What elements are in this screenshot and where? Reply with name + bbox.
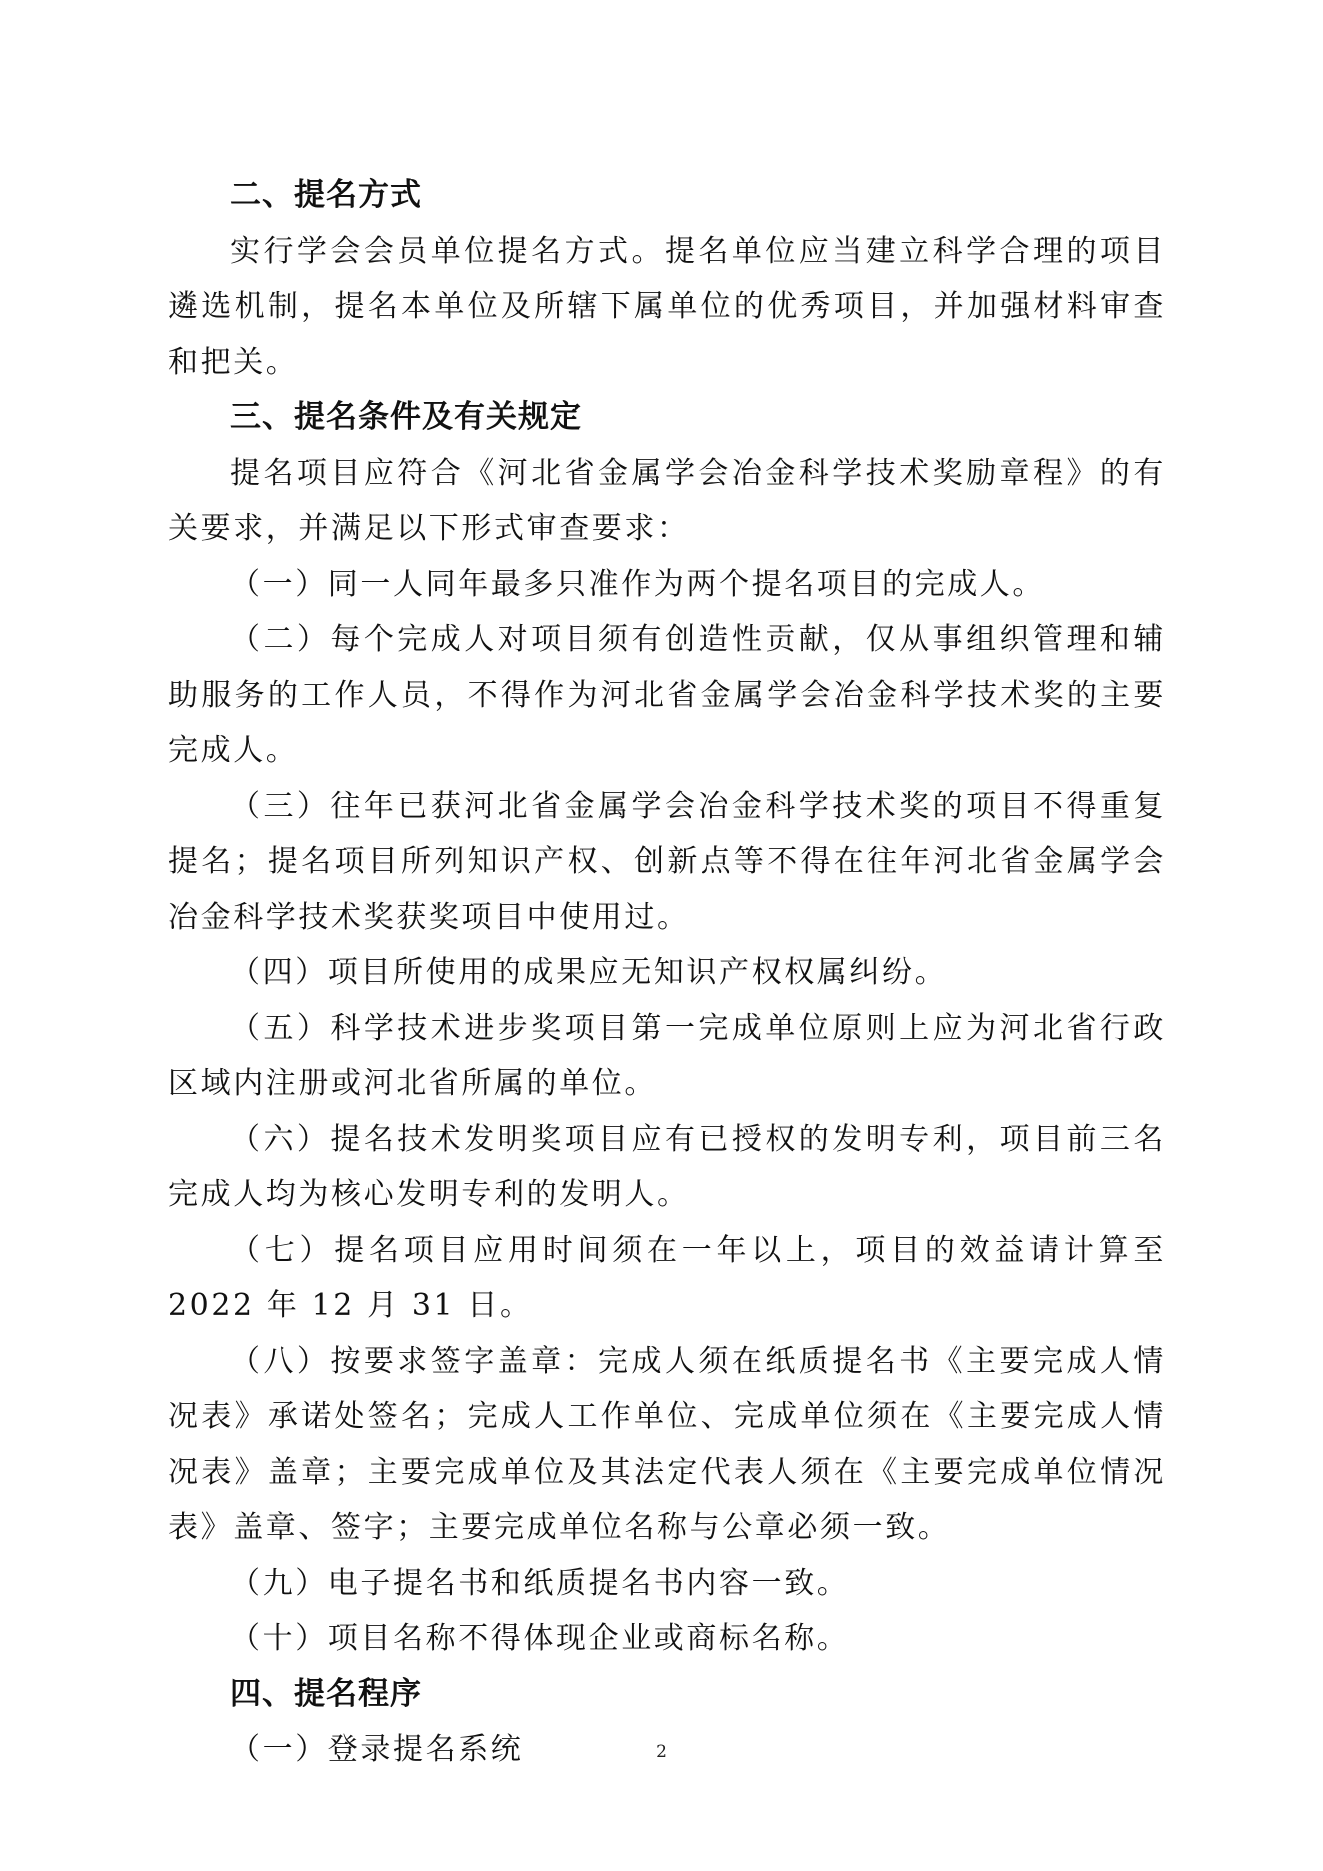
list-item-condition-8: （八）按要求签字盖章：完成人须在纸质提名书《主要完成人情况表》承诺处签名；完成人工作单位、完成单位须在《主要完成人情况表》盖章；主要完成单位及其法定代表人须在《主要完成单位情况表》盖章、签字；主要完成单位名称与公章必须一致。 <box>168 1343 1166 1545</box>
section-heading-conditions: 三、提名条件及有关规定 <box>230 399 582 435</box>
list-item-procedure-1: （一）登录提名系统 <box>230 1732 524 1767</box>
list-item-condition-3: （三）往年已获河北省金属学会冶金科学技术奖的项目不得重复提名；提名项目所列知识产权、创新点等不得在往年河北省金属学会冶金科学技术奖获奖项目中使用过。 <box>168 788 1166 935</box>
list-item-condition-4: （四）项目所使用的成果应无知识产权权属纠纷。 <box>230 955 948 990</box>
paragraph-conditions-intro: 提名项目应符合《河北省金属学会冶金科学技术奖励章程》的有关要求，并满足以下形式审查要求： <box>168 455 1166 546</box>
list-item-condition-9: （九）电子提名书和纸质提名书内容一致。 <box>230 1565 850 1601</box>
list-item-condition-5: （五）科学技术进步奖项目第一完成单位原则上应为河北省行政区域内注册或河北省所属的单位。 <box>168 1010 1166 1101</box>
paragraph-nomination-method: 实行学会会员单位提名方式。提名单位应当建立科学合理的项目遴选机制，提名本单位及所辖下属单位的优秀项目，并加强材料审查和把关。 <box>168 233 1166 380</box>
list-item-condition-10: （十）项目名称不得体现企业或商标名称。 <box>230 1621 850 1656</box>
list-item-condition-1: （一）同一人同年最多只准作为两个提名项目的完成人。 <box>230 566 1045 602</box>
list-item-condition-2: （二）每个完成人对项目须有创造性贡献，仅从事组织管理和辅助服务的工作人员，不得作为河北省金属学会冶金科学技术奖的主要完成人。 <box>168 622 1166 768</box>
document-body <box>168 168 1166 1778</box>
section-heading-nomination-method: 二、提名方式 <box>230 177 422 213</box>
list-item-condition-6: （六）提名技术发明奖项目应有已授权的发明专利，项目前三名完成人均为核心发明专利的发明人。 <box>168 1121 1166 1212</box>
section-heading-procedure: 四、提名程序 <box>230 1675 422 1712</box>
list-item-condition-7: （七）提名项目应用时间须在一年以上，项目的效益请计算至 2022 年 12 月 31 日。 <box>168 1232 1166 1323</box>
page-number: 2 <box>656 1742 667 1762</box>
